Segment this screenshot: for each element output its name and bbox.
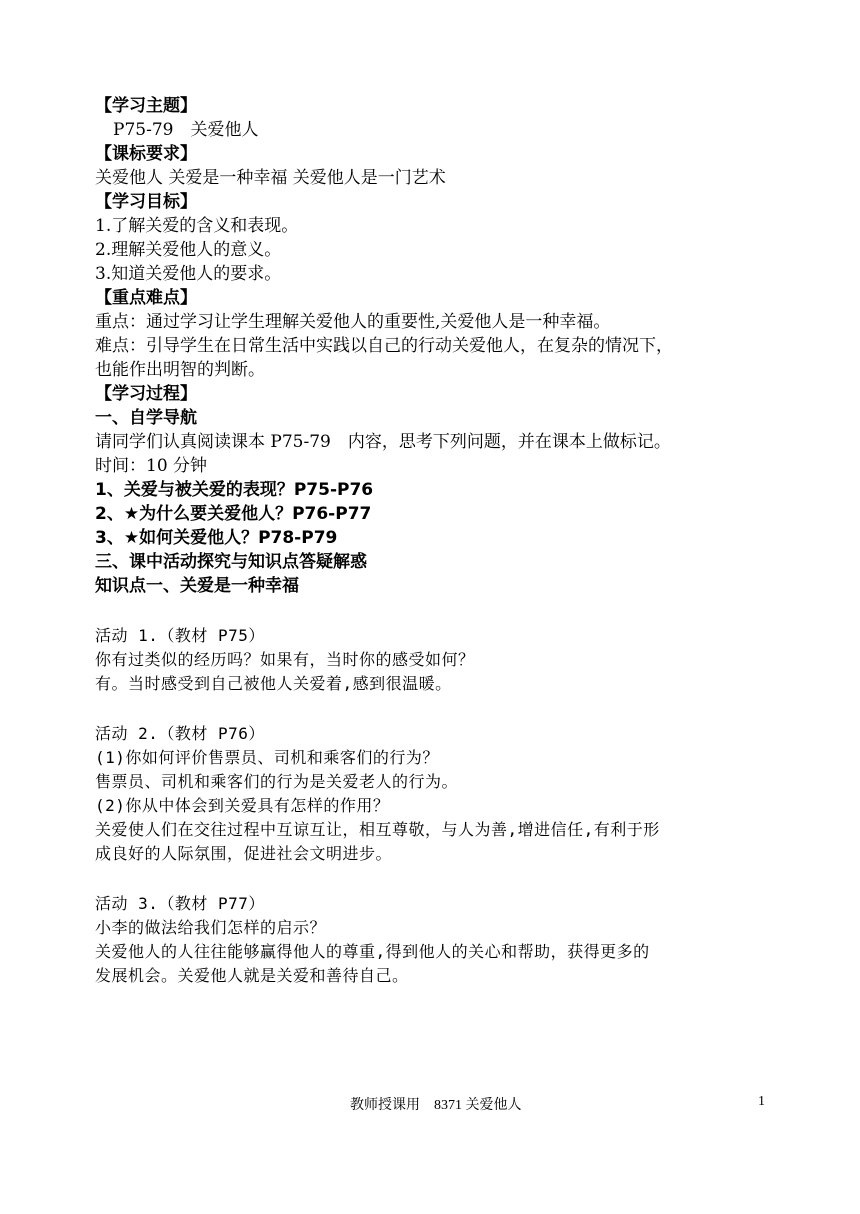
activity-1-question: 你有过类似的经历吗？如果有，当时你的感受如何？ bbox=[95, 650, 475, 669]
activity-2-title: 活动 2.（教材 P76） bbox=[95, 724, 265, 743]
goal-item: 2.理解关爱他人的意义。 bbox=[95, 240, 282, 260]
activity-2-answer-1: 售票员、司机和乘客们的行为是关爱老人的行为。 bbox=[95, 772, 459, 791]
goal-item: 1.了解关爱的含义和表现。 bbox=[95, 216, 299, 236]
key-point: 重点：通过学习让学生理解关爱他人的重要性,关爱他人是一种幸福。 bbox=[95, 312, 611, 332]
study-theme: P75-79 关爱他人 bbox=[113, 120, 259, 140]
question-3: 3、★如何关爱他人？P78-P79 bbox=[95, 528, 338, 548]
activity-1-answer: 有。当时感受到自己被他人关爱着,感到很温暖。 bbox=[95, 674, 452, 693]
activity-3-title: 活动 3.（教材 P77） bbox=[95, 894, 265, 913]
reading-instruction: 请同学们认真阅读课本 P75-79 内容，思考下列问题，并在课本上做标记。 bbox=[95, 432, 671, 452]
activity-1-title: 活动 1.（教材 P75） bbox=[95, 626, 265, 645]
time-limit: 时间：10 分钟 bbox=[95, 456, 208, 476]
activity-2-question-2: (2)你从中体会到关爱具有怎样的作用？ bbox=[95, 796, 390, 815]
difficulty-line-2: 也能作出明智的判断。 bbox=[95, 360, 265, 380]
section-activity-exploration: 三、课中活动探究与知识点答疑解惑 bbox=[95, 552, 367, 572]
heading-study-theme: 【学习主题】 bbox=[95, 96, 197, 116]
document-body bbox=[95, 94, 775, 988]
question-2: 2、★为什么要关爱他人？P76-P77 bbox=[95, 504, 372, 524]
activity-2-answer-2-line-2: 成良好的人际氛围，促进社会文明进步。 bbox=[95, 844, 393, 863]
section-self-study: 一、自学导航 bbox=[95, 408, 197, 428]
activity-3-question: 小李的做法给我们怎样的启示？ bbox=[95, 918, 327, 937]
curriculum-standard: 关爱他人 关爱是一种幸福 关爱他人是一门艺术 bbox=[95, 168, 446, 188]
heading-learning-goals: 【学习目标】 bbox=[95, 192, 197, 212]
activity-2-question-1: (1)你如何评价售票员、司机和乘客们的行为？ bbox=[95, 748, 439, 767]
activity-2-answer-2-line-1: 关爱使人们在交往过程中互谅互让，相互尊敬，与人为善,增进信任,有利于形 bbox=[95, 820, 660, 839]
footer-caption: 教师授课用 8371 关爱他人 bbox=[350, 1098, 522, 1113]
knowledge-point-1: 知识点一、关爱是一种幸福 bbox=[95, 576, 299, 596]
activity-3-answer-line-1: 关爱他人的人往往能够赢得他人的尊重,得到他人的关心和帮助，获得更多的 bbox=[95, 942, 650, 961]
heading-curriculum-standard: 【课标要求】 bbox=[95, 144, 197, 164]
activity-3-answer-line-2: 发展机会。关爱他人就是关爱和善待自己。 bbox=[95, 966, 409, 985]
heading-key-difficult: 【重点难点】 bbox=[95, 288, 197, 308]
difficulty-line-1: 难点：引导学生在日常生活中实践以自己的行动关爱他人，在复杂的情况下， bbox=[95, 336, 673, 356]
question-1: 1、关爱与被关爱的表现？P75-P76 bbox=[95, 480, 374, 500]
heading-learning-process: 【学习过程】 bbox=[95, 384, 197, 404]
page-number: 1 bbox=[758, 1094, 765, 1109]
goal-item: 3.知道关爱他人的要求。 bbox=[95, 264, 282, 284]
